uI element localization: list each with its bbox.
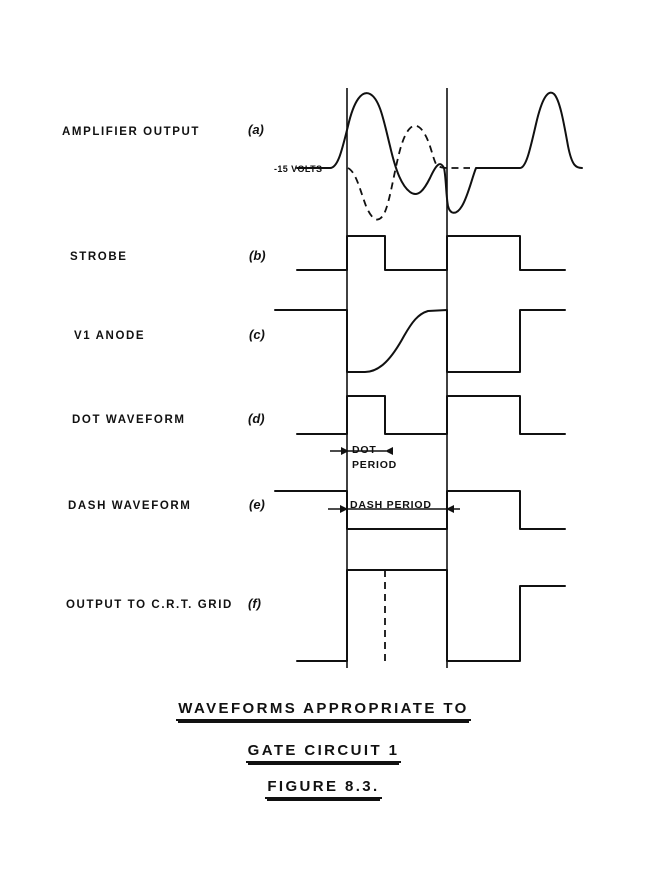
row-tag-c: (c) [249,327,265,342]
row-label-amplifier-output: AMPLIFIER OUTPUT [62,126,201,138]
crt-grid-solid [297,570,565,661]
dot-waveform [297,396,565,434]
strobe-waveform [297,236,565,270]
caption-line-3-text: FIGURE 8.3. [265,778,381,799]
trace-strobe [297,236,565,270]
trace-dot-waveform [297,396,565,455]
row-tag-a: (a) [248,122,264,137]
dash-waveform [275,491,565,529]
trace-output-crt-grid [297,570,565,661]
annotation-dash-period: DASH PERIOD [350,499,432,511]
row-tag-e: (e) [249,497,265,512]
row-tag-f: (f) [248,596,261,611]
annotation-dot-period-line2: PERIOD [352,459,398,471]
trace-v1-anode [275,310,565,372]
caption-line-2 [0,742,647,763]
trace-amplifier-output [297,93,582,220]
row-label-strobe: STROBE [70,251,128,263]
dot-period-arrow-right [385,447,393,455]
trace-dash-waveform [275,491,565,529]
row-label-dash-waveform: DASH WAVEFORM [68,500,192,512]
row-tag-d: (d) [248,411,265,426]
amplifier-output-solid [297,93,582,213]
row-label-dot-waveform: DOT WAVEFORM [72,414,186,426]
annotation-voltage-level: -15 VOLTS [274,164,323,174]
amplifier-output-dashed [348,126,470,220]
row-label-output-crt-grid: OUTPUT TO C.R.T. GRID [66,599,233,611]
caption-line-1-text: WAVEFORMS APPROPRIATE TO [176,700,470,721]
annotation-dot-period-line1: DOT [352,444,377,456]
caption-line-1 [0,700,647,721]
row-tag-b: (b) [249,248,266,263]
caption-line-3 [0,778,647,799]
caption-line-2-text: GATE CIRCUIT 1 [246,742,402,763]
v1-anode-waveform [275,310,565,372]
row-label-v1-anode: V1 ANODE [74,330,146,342]
